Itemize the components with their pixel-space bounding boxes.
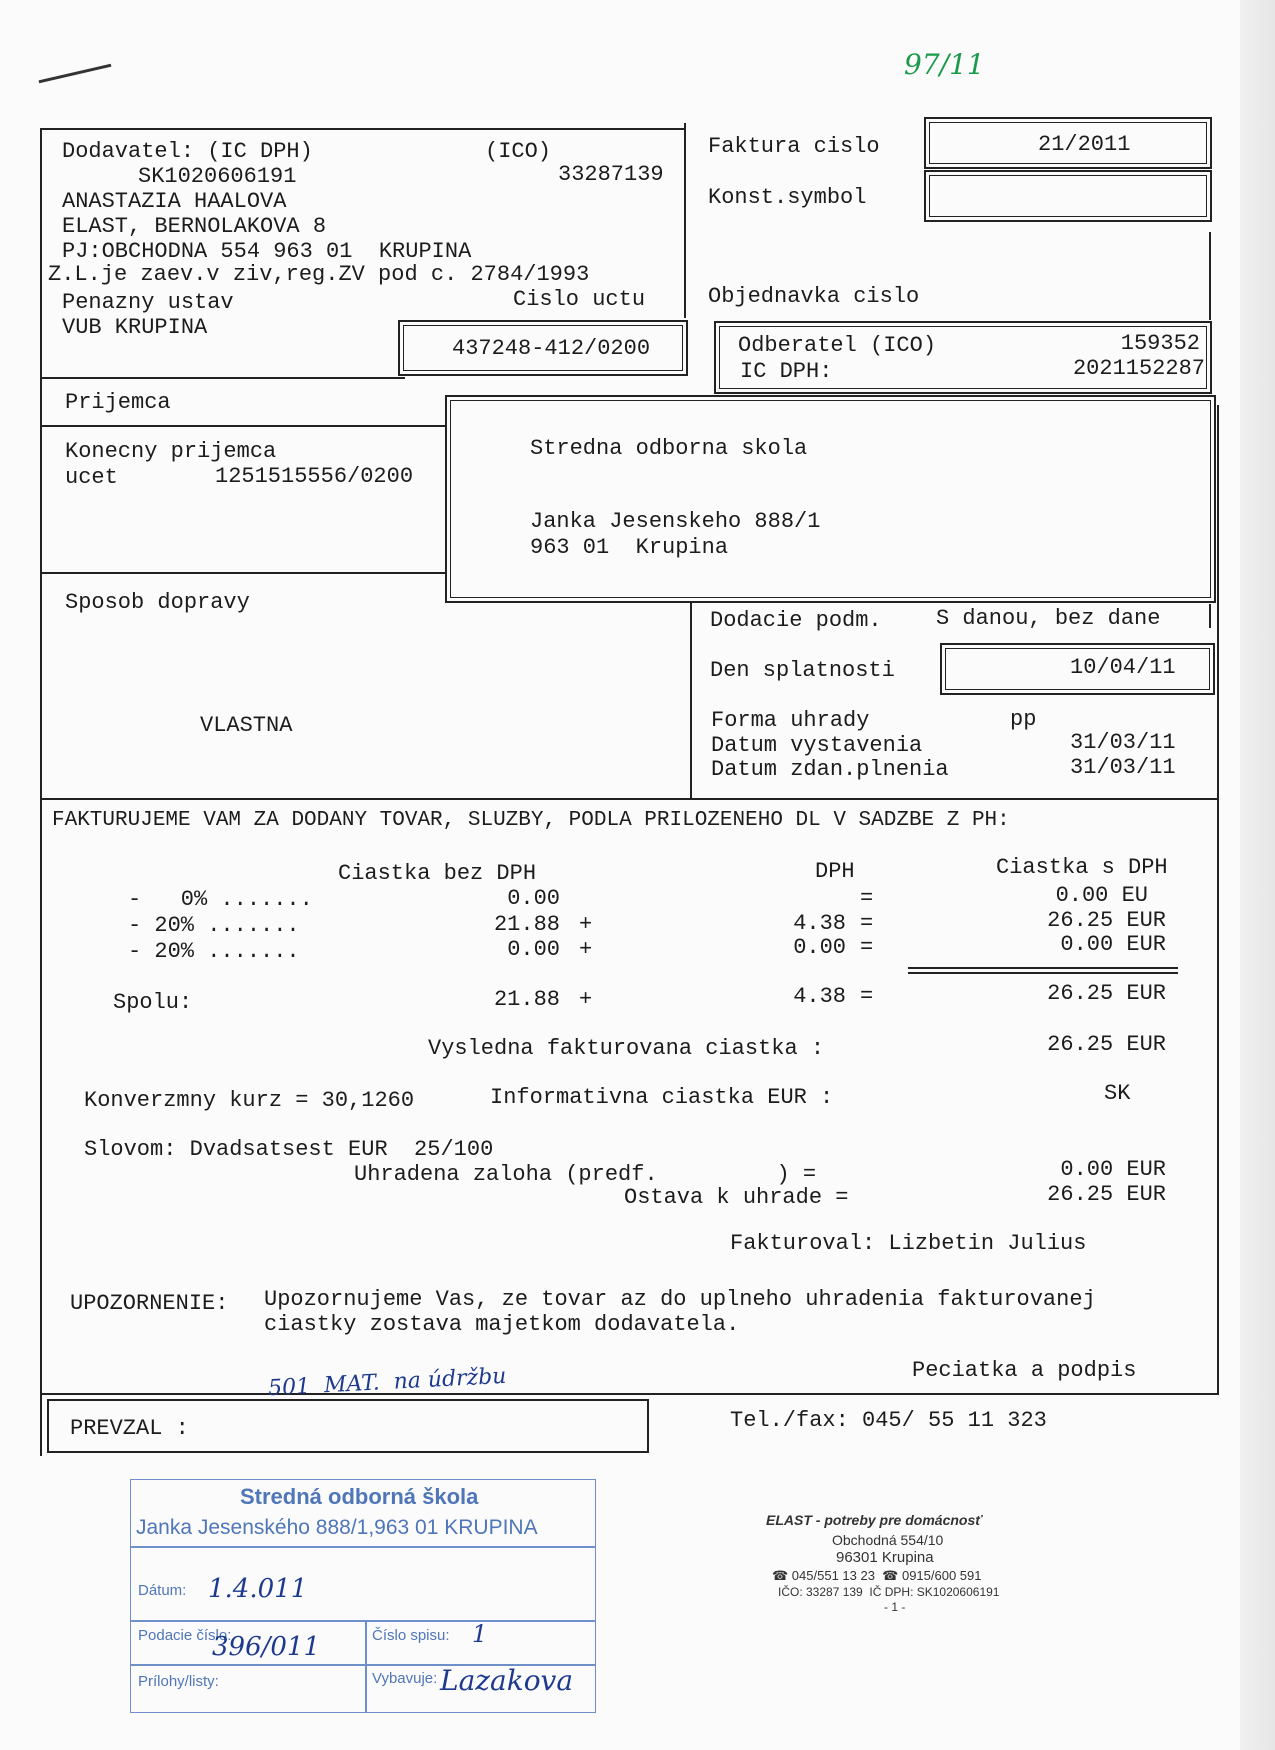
sum-total: 26.25 EUR xyxy=(1047,981,1166,1006)
notice-line-2: ciastky zostava majetkom dodavatela. xyxy=(264,1312,740,1337)
registry-stamp-col xyxy=(365,1620,367,1713)
vat-row-eq: = xyxy=(860,911,874,936)
frame-top xyxy=(40,128,685,130)
divider-top-mid xyxy=(684,123,686,318)
supplier-ic-dph: SK1020606191 xyxy=(138,164,297,189)
vat-row-base: 0.00 xyxy=(507,886,560,911)
notice-label: UPOZORNENIE: xyxy=(70,1291,229,1316)
handwritten-ref: 97/11 xyxy=(904,48,985,81)
registry-attach-label: Prílohy/listy: xyxy=(138,1673,219,1690)
vat-row-rate: - 20% ....... xyxy=(128,939,300,964)
invoice-number-label: Faktura cislo xyxy=(708,134,880,159)
sum-label: Spolu: xyxy=(113,990,193,1015)
bank-name: VUB KRUPINA xyxy=(62,315,208,340)
const-symbol-label: Konst.symbol xyxy=(708,185,867,210)
customer-ic-dph: 2021152287 xyxy=(1072,356,1205,381)
registry-file-label: Číslo spisu: xyxy=(372,1627,450,1644)
vat-row-vat: 4.38 xyxy=(793,911,846,936)
conversion-rate: Konverzmny kurz = 30,1260 xyxy=(84,1088,415,1113)
remaining-value: 26.25 EUR xyxy=(1047,1182,1166,1207)
vat-row-plus: + xyxy=(579,912,593,937)
remaining-label: Ostava k uhrade = xyxy=(624,1185,849,1210)
invoiced-by: Fakturoval: Lizbetin Julius xyxy=(730,1231,1087,1256)
registry-stamp-title: Stredná odborná škola xyxy=(240,1484,479,1509)
recipient-label: Prijemca xyxy=(65,390,171,415)
company-stamp-line-6: - 1 - xyxy=(884,1600,906,1614)
registry-handler-label: Vybavuje: xyxy=(372,1670,438,1687)
delivery-terms-label: Dodacie podm. xyxy=(710,608,882,633)
sum-eq: = xyxy=(860,984,874,1009)
final-amount-label: Vysledna fakturovana ciastka : xyxy=(428,1036,825,1061)
informative-amount-value: SK xyxy=(1104,1081,1131,1106)
registry-stamp-address: Janka Jesenského 888/1,963 01 KRUPINA xyxy=(136,1516,538,1539)
due-date-value: 10/04/11 xyxy=(1070,655,1176,680)
deposit-label: Uhradena zaloha (predf. ) = xyxy=(354,1162,817,1187)
sum-vat: 4.38 xyxy=(793,984,846,1009)
col-vat-header: DPH xyxy=(815,859,855,884)
sum-plus: + xyxy=(579,987,593,1012)
vat-row-vat: 0.00 xyxy=(793,935,846,960)
handwritten-note: 501 MAT. na údržbu xyxy=(267,1363,507,1402)
supplier-ico-label: (ICO) xyxy=(485,139,552,164)
vat-row-base: 21.88 xyxy=(493,912,560,937)
company-stamp-line-3: 96301 Krupina xyxy=(836,1549,934,1566)
registry-date-value: 1.4.011 xyxy=(208,1574,308,1604)
delivery-terms-value: S danou, bez dane xyxy=(936,606,1161,631)
frame-bottom-right xyxy=(40,1393,1217,1395)
frame-left xyxy=(40,128,42,1456)
vat-row-eq: = xyxy=(860,886,874,911)
divider-supplier-bottom xyxy=(40,377,405,379)
vat-row-eq: = xyxy=(860,935,874,960)
supplier-ico: 33287139 xyxy=(558,162,664,187)
due-date-label: Den splatnosti xyxy=(710,658,895,683)
supplier-account: 437248-412/0200 xyxy=(452,336,651,361)
recipient-account-label: ucet xyxy=(65,465,118,490)
vat-row-rate: - 20% ....... xyxy=(128,913,300,938)
customer-city: 963 01 Krupina xyxy=(530,535,729,560)
customer-ico-label: Odberatel (ICO) xyxy=(738,333,937,358)
registry-handler-value: Lazakova xyxy=(440,1664,574,1697)
payment-form-label: Forma uhrady xyxy=(711,708,870,733)
page-edge xyxy=(1240,0,1275,1750)
signature-label: Peciatka a podpis xyxy=(912,1358,1137,1383)
customer-ic-dph-label: IC DPH: xyxy=(740,359,833,384)
divider-billing-top xyxy=(40,798,1217,800)
sum-base: 21.88 xyxy=(493,987,560,1012)
vat-row-plus: + xyxy=(579,937,593,962)
col-base-header: Ciastka bez DPH xyxy=(338,861,537,886)
taxable-date-value: 31/03/11 xyxy=(1070,755,1176,780)
order-label: Objednavka cislo xyxy=(708,284,920,309)
divider-total-2 xyxy=(908,972,1178,974)
transport-label: Sposob dopravy xyxy=(65,590,250,615)
divider-terms-left xyxy=(690,603,692,798)
customer-street: Janka Jesenskeho 888/1 xyxy=(530,509,821,534)
divider-total xyxy=(908,967,1178,969)
registry-date-label: Dátum: xyxy=(138,1582,187,1599)
taxable-date-label: Datum zdan.plnenia xyxy=(711,757,949,782)
const-symbol-box xyxy=(924,170,1212,222)
vat-row-base: 0.00 xyxy=(507,937,560,962)
issue-date-label: Datum vystavenia xyxy=(711,733,923,758)
vat-row-rate: - 0% ....... xyxy=(128,887,313,912)
issue-date-value: 31/03/11 xyxy=(1070,730,1176,755)
received-label: PREVZAL : xyxy=(70,1416,189,1441)
account-label: Cislo uctu xyxy=(513,287,646,312)
informative-amount-label: Informativna ciastka EUR : xyxy=(490,1085,834,1110)
registry-stamp-row-1 xyxy=(130,1546,596,1548)
registry-file-value: 1 xyxy=(472,1620,488,1648)
divider-transport xyxy=(40,572,445,574)
supplier-name: ANASTAZIA HAALOVA xyxy=(62,189,287,214)
company-stamp-line-4: ☎ 045/551 13 23 ☎ 0915/600 591 xyxy=(772,1568,982,1583)
invoice-number: 21/2011 xyxy=(1038,132,1131,157)
supplier-address-2: PJ:OBCHODNA 554 963 01 KRUPINA xyxy=(62,239,472,264)
payment-form-value: pp xyxy=(1010,707,1037,732)
frame-right-upper xyxy=(1209,232,1211,320)
company-stamp-line-2: Obchodná 554/10 xyxy=(832,1532,944,1548)
company-stamp-line-1: ELAST - potreby pre domácnosť xyxy=(766,1512,982,1528)
supplier-address-1: ELAST, BERNOLAKOVA 8 xyxy=(62,214,327,239)
registry-stamp-row-2 xyxy=(130,1620,596,1622)
registry-filing-label: Podacie číslo: xyxy=(138,1627,232,1644)
scan-mark xyxy=(39,64,112,84)
final-recipient-label: Konecny prijemca xyxy=(65,439,277,464)
customer-address-box xyxy=(445,395,1216,603)
bank-label: Penazny ustav xyxy=(62,290,234,315)
deposit-value: 0.00 EUR xyxy=(1060,1157,1166,1182)
phone-fax: Tel./fax: 045/ 55 11 323 xyxy=(730,1408,1047,1433)
customer-name: Stredna odborna skola xyxy=(530,436,808,461)
registry-filing-value: 396/011 xyxy=(212,1632,321,1662)
supplier-label: Dodavatel: (IC DPH) xyxy=(62,139,313,164)
company-stamp-line-5: IČO: 33287 139 IČ DPH: SK1020606191 xyxy=(778,1585,1000,1599)
final-amount-value: 26.25 EUR xyxy=(1047,1032,1166,1057)
customer-ico: 159352 xyxy=(1120,331,1200,356)
vat-row-total: 26.25 EUR xyxy=(1047,908,1166,933)
frame-right xyxy=(1217,405,1219,1395)
supplier-registration: Z.L.je zaev.v ziv,reg.ZV pod c. 2784/1993 xyxy=(48,262,590,287)
transport-value: VLASTNA xyxy=(200,713,293,738)
vat-row-total: 0.00 EUR xyxy=(1060,932,1166,957)
notice-line-1: Upozornujeme Vas, ze tovar az do uplneho uhradenia fakturovanej xyxy=(264,1287,1096,1312)
recipient-account: 1251515556/0200 xyxy=(215,464,414,489)
delivery-terms-edge xyxy=(1209,604,1211,628)
vat-row-total: 0.00 EU xyxy=(1055,883,1148,908)
col-total-header: Ciastka s DPH xyxy=(996,855,1168,880)
amount-in-words: Slovom: Dvadsatsest EUR 25/100 xyxy=(84,1137,494,1162)
billing-intro: FAKTURUJEME VAM ZA DODANY TOVAR, SLUZBY, PODLA PRILOZENEHO DL V SADZBE Z PH: xyxy=(52,809,1010,832)
divider-recipient xyxy=(40,425,445,427)
